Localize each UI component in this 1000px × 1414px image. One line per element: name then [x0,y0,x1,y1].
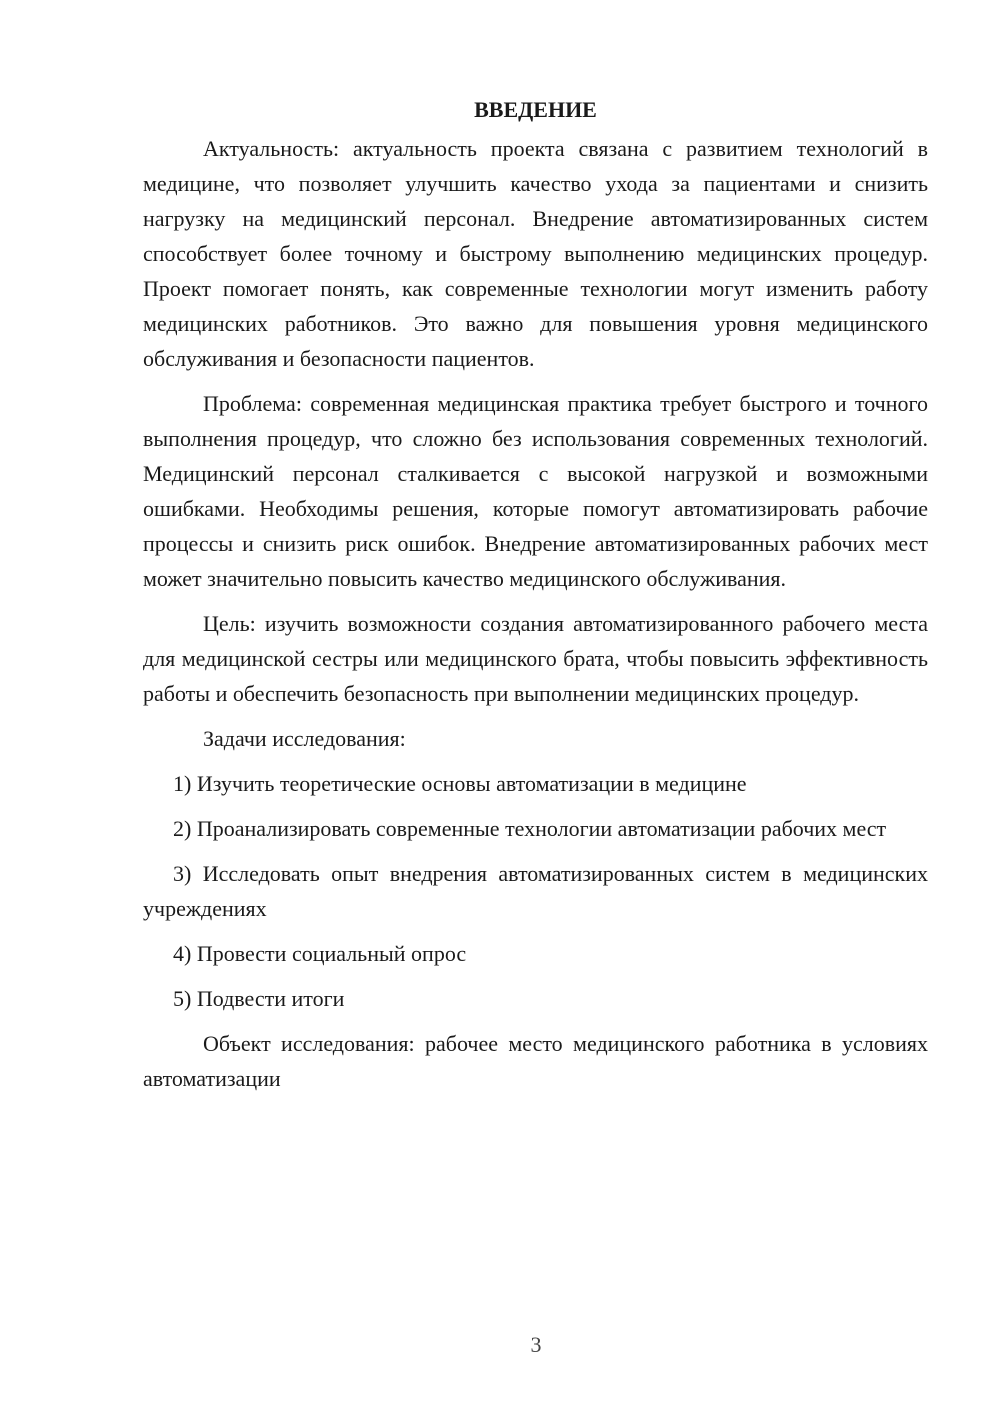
goal-paragraph: Цель: изучить возможности создания автоматизированного рабочего места для медицинской сестры или медицинского брата, чтобы повысить эффективность работы и обеспечить безопасность при выполнении медицинских процедур. [143,611,928,706]
task-item-4: 4) Провести социальный опрос [173,941,467,966]
task-item-3: 3) Исследовать опыт внедрения автоматизированных систем в медицинских учреждениях [143,861,928,921]
task-item-1: 1) Изучить теоретические основы автоматизации в медицине [173,771,747,796]
document-page [143,92,928,1106]
tasks-heading: Задачи исследования: [203,726,406,751]
problem-paragraph: Проблема: современная медицинская практика требует быстрого и точного выполнения процедур, что сложно без использования современных технологий. Медицинский персонал сталкивается с высокой нагрузкой и возможными ошибками. Необходимы решения, которые помогут автоматизировать рабочие процессы и снизить риск ошибок. Внедрение автоматизированных рабочих мест может значительно повысить качество медицинского обслуживания. [143,391,928,591]
task-item-2: 2) Проанализировать современные технологии автоматизации рабочих мест [173,816,887,841]
task-item-5: 5) Подвести итоги [173,986,345,1011]
research-object-paragraph: Объект исследования: рабочее место медицинского работника в условиях автоматизации [143,1031,928,1091]
section-heading: ВВЕДЕНИЕ [474,97,597,122]
relevance-paragraph: Актуальность: актуальность проекта связана с развитием технологий в медицине, что позволяет улучшить качество ухода за пациентами и снизить нагрузку на медицинский персонал. Внедрение автоматизированных систем способствует более точному и быстрому выполнению медицинских процедур. Проект помогает понять, как современные технологии могут изменить работу медицинских работников. Это важно для повышения уровня медицинского обслуживания и безопасности пациентов. [143,136,928,371]
page-number: 3 [530,1332,542,1357]
